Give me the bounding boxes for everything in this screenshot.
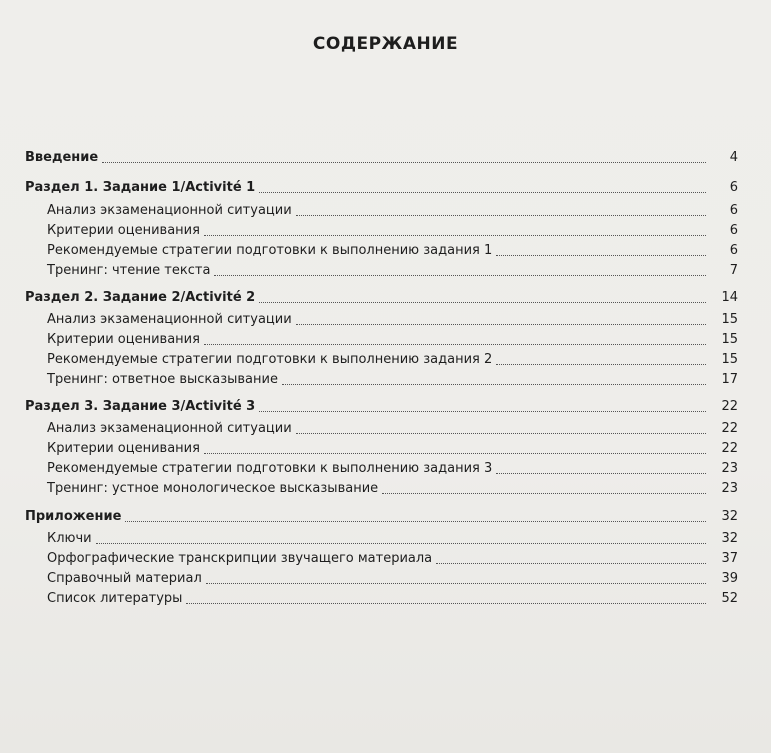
toc-entry-label: Введение xyxy=(25,150,99,165)
toc-page-number: 17 xyxy=(721,372,738,387)
toc-page-number: 4 xyxy=(729,150,738,165)
toc-entry-label: Анализ экзаменационной ситуации xyxy=(47,421,292,436)
toc-page-number: 32 xyxy=(721,509,738,524)
toc-entry-label: Тренинг: чтение текста xyxy=(47,263,211,278)
toc-dot-leader xyxy=(204,453,706,454)
toc-page-number: 22 xyxy=(721,399,738,414)
toc-entry-label: Тренинг: ответное высказывание xyxy=(47,372,278,387)
toc-entry-label: Рекомендуемые стратегии подготовки к выполнению задания 1 xyxy=(47,243,493,258)
toc-dot-leader xyxy=(296,215,706,216)
toc-dot-leader xyxy=(496,364,706,365)
toc-entry xyxy=(25,176,738,196)
toc-entry-label: Рекомендуемые стратегии подготовки к выполнению задания 3 xyxy=(47,461,493,476)
toc-dot-leader xyxy=(496,473,706,474)
toc-entry xyxy=(25,199,738,219)
toc-dot-leader xyxy=(259,411,706,412)
toc-entry xyxy=(25,395,738,415)
toc-entry xyxy=(25,567,738,587)
toc-page-number: 6 xyxy=(729,243,738,258)
toc-entry xyxy=(25,286,738,306)
toc-dot-leader xyxy=(282,384,706,385)
toc-page-number: 6 xyxy=(729,203,738,218)
toc-page-number: 6 xyxy=(729,180,738,195)
toc-entry-label: Тренинг: устное монологическое высказывание xyxy=(47,481,379,496)
toc-entry xyxy=(25,527,738,547)
toc-dot-leader xyxy=(102,162,706,163)
toc-dot-leader xyxy=(125,521,706,522)
toc-dot-leader xyxy=(259,192,706,193)
toc-dot-leader xyxy=(436,563,706,564)
toc-entry-label: Приложение xyxy=(25,509,122,524)
toc-page-number: 15 xyxy=(721,332,738,347)
toc-entry xyxy=(25,437,738,457)
toc-entry-label: Анализ экзаменационной ситуации xyxy=(47,312,292,327)
toc-entry-label: Критерии оценивания xyxy=(47,332,200,347)
toc-dot-leader xyxy=(96,543,706,544)
toc-dot-leader xyxy=(186,603,706,604)
toc-dot-leader xyxy=(259,302,706,303)
toc-entry-label: Раздел 3. Задание 3/Activité 3 xyxy=(25,399,256,414)
toc-entry xyxy=(25,219,738,239)
toc-entry xyxy=(25,457,738,477)
toc-entry xyxy=(25,146,738,166)
page-title: СОДЕРЖАНИЕ xyxy=(312,34,459,54)
toc-entry xyxy=(25,259,738,279)
toc-entry xyxy=(25,417,738,437)
toc-entry xyxy=(25,477,738,497)
toc-page-number: 7 xyxy=(729,263,738,278)
toc-page-number: 32 xyxy=(721,531,738,546)
toc-entry-label: Раздел 2. Задание 2/Activité 2 xyxy=(25,290,256,305)
toc-dot-leader xyxy=(204,344,706,345)
toc-dot-leader xyxy=(296,433,706,434)
toc-entry-label: Справочный материал xyxy=(47,571,202,586)
toc-page-number: 39 xyxy=(721,571,738,586)
toc-entry xyxy=(25,328,738,348)
toc-entry xyxy=(25,587,738,607)
toc-entry-label: Раздел 1. Задание 1/Activité 1 xyxy=(25,180,256,195)
toc-dot-leader xyxy=(296,324,706,325)
toc-dot-leader xyxy=(382,493,706,494)
toc-page-number: 37 xyxy=(721,551,738,566)
toc-dot-leader xyxy=(204,235,706,236)
toc-page-number: 15 xyxy=(721,352,738,367)
toc-entry-label: Критерии оценивания xyxy=(47,441,200,456)
toc-entry xyxy=(25,239,738,259)
toc-entry xyxy=(25,368,738,388)
toc-entry xyxy=(25,547,738,567)
toc-page-number: 22 xyxy=(721,441,738,456)
toc-entry xyxy=(25,348,738,368)
toc-entry-label: Список литературы xyxy=(47,591,183,606)
toc-entry-label: Рекомендуемые стратегии подготовки к выполнению задания 2 xyxy=(47,352,493,367)
toc-page-number: 52 xyxy=(721,591,738,606)
toc-entry xyxy=(25,505,738,525)
toc-entry-label: Критерии оценивания xyxy=(47,223,200,238)
toc-page-number: 15 xyxy=(721,312,738,327)
toc-page-number: 23 xyxy=(721,461,738,476)
toc-dot-leader xyxy=(496,255,706,256)
toc-dot-leader xyxy=(214,275,706,276)
toc-entry xyxy=(25,308,738,328)
toc-page-number: 22 xyxy=(721,421,738,436)
toc-page-number: 14 xyxy=(721,290,738,305)
toc-page-number: 6 xyxy=(729,223,738,238)
toc-page-number: 23 xyxy=(721,481,738,496)
toc-entry-label: Орфографические транскрипции звучащего материала xyxy=(47,551,433,566)
toc-entry-label: Анализ экзаменационной ситуации xyxy=(47,203,292,218)
toc-entry-label: Ключи xyxy=(47,531,92,546)
toc-dot-leader xyxy=(206,583,706,584)
